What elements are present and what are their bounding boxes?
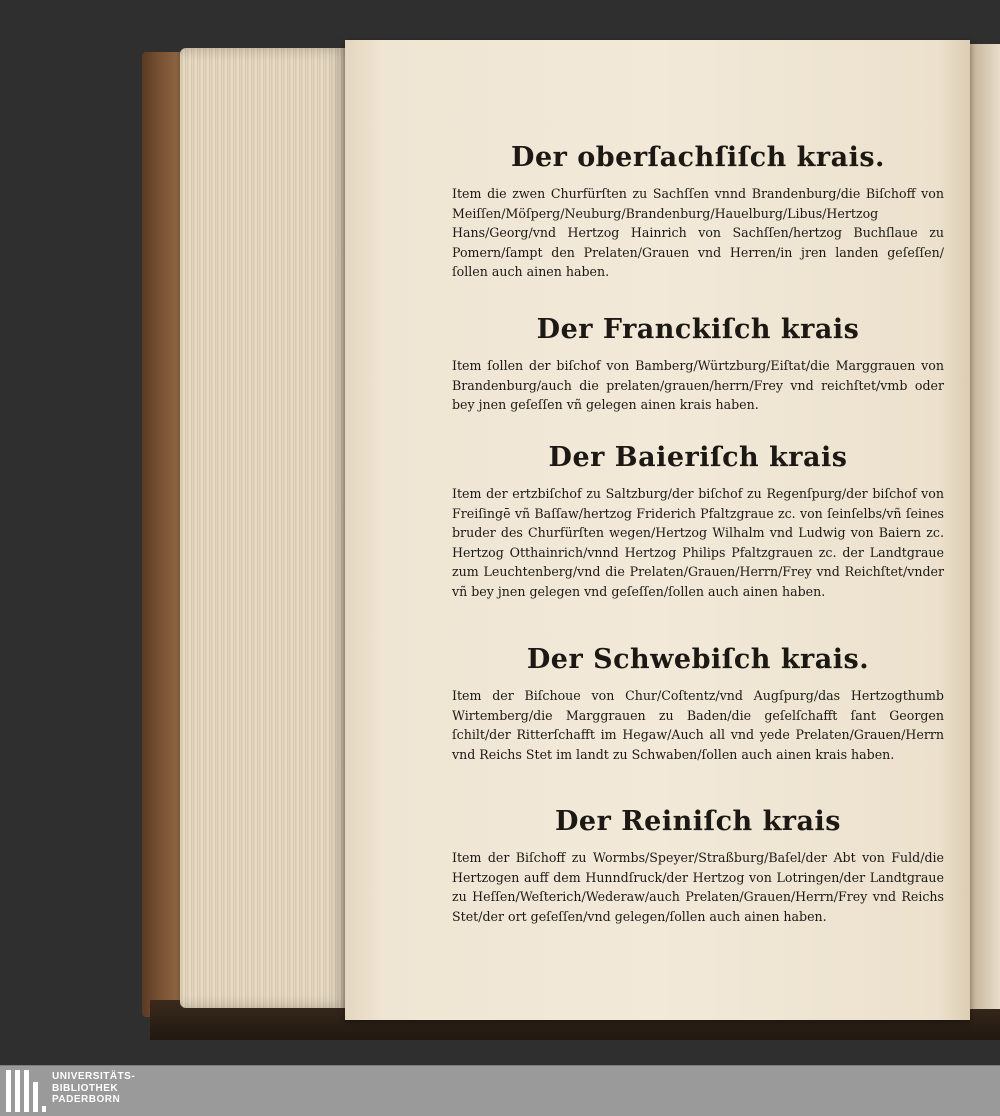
logo-line: PADERBORN <box>52 1094 121 1105</box>
library-logo-text <box>52 1071 135 1106</box>
page-edges <box>180 48 348 1008</box>
section-baierisch <box>452 440 944 601</box>
section-franckisch <box>452 312 944 415</box>
section-reinisch <box>452 804 944 926</box>
section-text: Item der Biſchoff zu Wormbs/Speyer/Straßburg/Baſel/der Abt von Fuld/die Hertzogen auff dem Hunndſruck/der Hertzog von Lotringen/der Landtgraue zu Heſſen/Weſterich/Wederaw/auch Prelaten/Grauen/Herrn/Frey vnd Reichs Stet/der ort geſeſſen/vnd gelegen/ſollen auch ainen haben. <box>452 850 944 924</box>
section-heading: Der Schwebiſch krais. <box>526 644 870 675</box>
library-logo-icon <box>6 1070 46 1112</box>
section-schwebisch <box>452 642 944 764</box>
section-obersachsisch <box>452 140 944 282</box>
section-heading: Der Baieriſch krais <box>548 442 848 473</box>
logo-line: UNIVERSITÄTS- <box>52 1071 136 1082</box>
section-text: Item der Biſchoue von Chur/Coſtentz/vnd Augſpurg/das Hertzogthumb Wirtemberg/die Marggrauen zu Baden/die geſelſchafft ſant Georgen ſchilt/der Ritterſchafft im Hegaw/Auch all vnd yede Prelaten/Grauen/Herrn vnd Reichs Stet im landt zu Schwaben/ſollen auch ainen krais haben. <box>452 688 944 762</box>
facing-page-edge <box>968 44 1000 1009</box>
library-footer <box>0 1065 1000 1116</box>
section-heading: Der oberſachſiſch krais. <box>511 142 885 173</box>
section-text: Item die zwen Churfürſten zu Sachſſen vnnd Brandenburg/die Biſchoff von Meiſſen/Möſperg/Neuburg/Brandenburg/Hauelburg/Libus/Hertzog Hans/Georg/vnd Hertzog Hainrich von Sachſſen/hertzog Buchſlaue zu Pomern/ſampt den Prelaten/Grauen vnd Herren/in jren landen geſeſſen/ſollen auch ainen haben. <box>452 186 944 279</box>
section-heading: Der Franckiſch krais <box>536 314 860 345</box>
section-heading: Der Reiniſch krais <box>555 806 841 837</box>
section-text: Item ſollen der biſchof von Bamberg/Würtzburg/Eiſtat/die Marggrauen von Brandenburg/auch die prelaten/grauen/herrn/Frey vnd reichſtet/vmb oder bey jnen geſeſſen vñ gelegen ainen krais haben. <box>452 358 944 412</box>
section-text: Item der ertzbiſchof zu Saltzburg/der biſchof zu Regenſpurg/der biſchof von Freiſingē vñ Baſſaw/hertzog Friderich Pfaltzgraue zc. von ſeinſelbs/vñ ſeines bruder des Churfürſten wegen/Hertzog Wilhalm vnd Ludwig von Baiern zc. Hertzog Otthainrich/vnnd Hertzog Philips Pfaltzgrauen zc. der Landtgraue zum Leuchtenberg/vnd die Prelaten/Grauen/Herrn/Frey vnd Reichſtet/vnder vñ bey jnen gelegen vnd geſeſſen/ſollen auch ainen haben. <box>452 486 944 599</box>
logo-line: BIBLIOTHEK <box>52 1082 119 1094</box>
